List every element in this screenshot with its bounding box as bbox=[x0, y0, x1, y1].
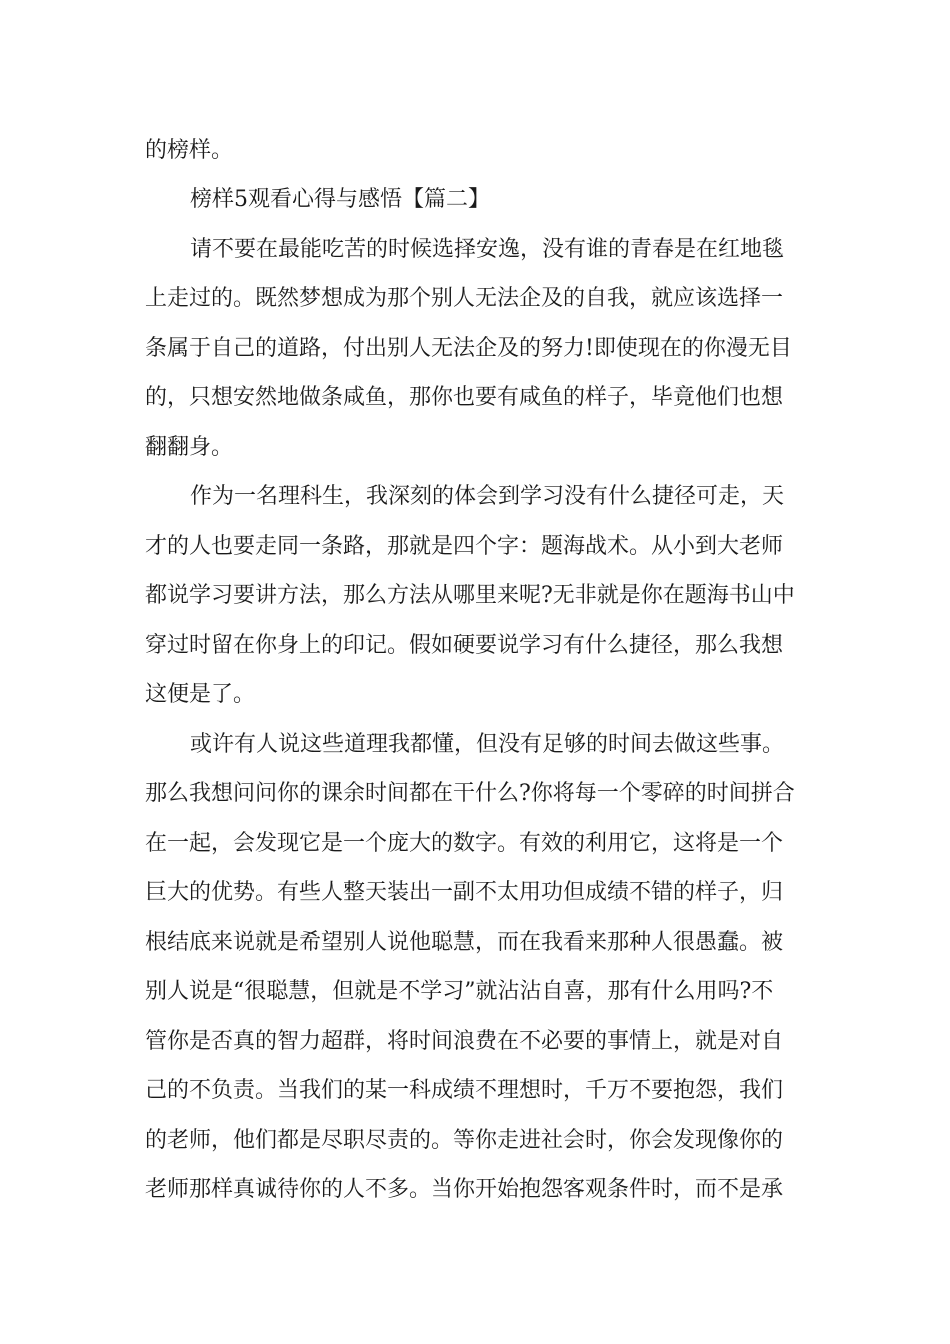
text-line: 在一起，会发现它是一个庞大的数字。有效的利用它，这将是一个 bbox=[145, 831, 784, 856]
text-line: 的，只想安然地做条咸鱼，那你也要有咸鱼的样子，毕竟他们也想 bbox=[145, 385, 784, 410]
text-line: 己的不负责。当我们的某一科成绩不理想时，千万不要抱怨，我们 bbox=[145, 1078, 784, 1103]
text-line: 请不要在最能吃苦的时候选择安逸，没有谁的青春是在红地毯 bbox=[190, 237, 785, 262]
text-line: 作为一名理科生，我深刻的体会到学习没有什么捷径可走，天 bbox=[190, 484, 785, 509]
text-line: 上走过的。既然梦想成为那个别人无法企及的自我，就应该选择一 bbox=[145, 286, 784, 311]
text-line: 才的人也要走同一条路，那就是四个字：题海战术。从小到大老师 bbox=[145, 534, 784, 559]
text-line: 管你是否真的智力超群，将时间浪费在不必要的事情上，就是对自 bbox=[145, 1029, 784, 1054]
text-line: 别人说是“很聪慧，但就是不学习”就沾沾自喜，那有什么用吗?不 bbox=[145, 979, 774, 1004]
text-line: 老师那样真诚待你的人不多。当你开始抱怨客观条件时，而不是承 bbox=[145, 1177, 784, 1202]
text-line: 都说学习要讲方法，那么方法从哪里来呢?无非就是你在题海书山中 bbox=[145, 583, 795, 608]
text-line: 这便是了。 bbox=[145, 682, 256, 707]
text-line: 根结底来说就是希望别人说他聪慧，而在我看来那种人很愚蠢。被 bbox=[145, 930, 784, 955]
section-heading: 榜样5观看心得与感悟【篇二】 bbox=[190, 187, 490, 212]
text-line: 巨大的优势。有些人整天装出一副不太用功但成绩不错的样子，归 bbox=[145, 880, 784, 905]
text-line: 的老师，他们都是尽职尽责的。等你走进社会时，你会发现像你的 bbox=[145, 1128, 784, 1153]
text-line: 条属于自己的道路，付出别人无法企及的努力!即使现在的你漫无目 bbox=[145, 336, 792, 361]
text-line: 翻翻身。 bbox=[145, 435, 234, 460]
text-line: 那么我想问问你的课余时间都在干什么?你将每一个零碎的时间拼合 bbox=[145, 781, 795, 806]
text-line: 的榜样。 bbox=[145, 138, 234, 163]
text-line: 穿过时留在你身上的印记。假如硬要说学习有什么捷径，那么我想 bbox=[145, 633, 784, 658]
text-line: 或许有人说这些道理我都懂，但没有足够的时间去做这些事。 bbox=[190, 732, 785, 757]
